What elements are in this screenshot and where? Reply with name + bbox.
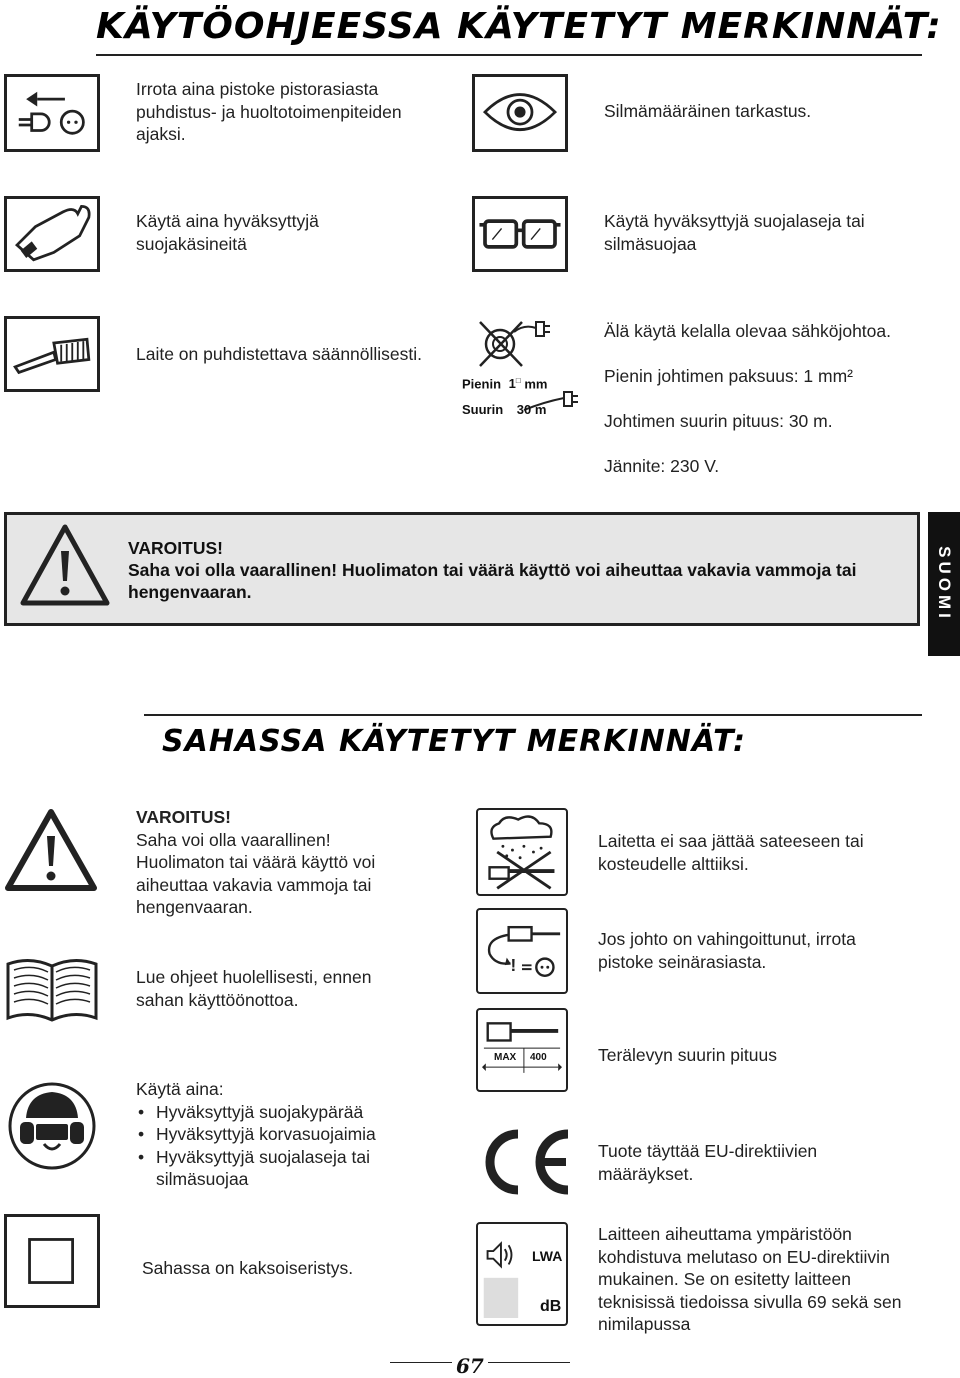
cable-line4: Jännite: 230 V. (604, 456, 720, 476)
cable-reel-icon (460, 318, 580, 422)
unplug-icon (4, 74, 100, 152)
noise-text: Laitteen aiheuttama ympäristöön kohdistuva melutaso on EU-direktiivin mukainen. Se on esitetty laitteen teknisissä tiedoissa sivulla 69 sekä sen nimilapussa (598, 1224, 902, 1334)
cable-max-label: Suurin (462, 402, 504, 417)
double-insulation-icon (4, 1214, 100, 1308)
svg-text:!: ! (510, 955, 517, 976)
glasses-icon (472, 196, 568, 272)
noise-db: dB (540, 1298, 562, 1315)
divider (96, 54, 922, 56)
clean-text: Laite on puhdistettava säännöllisesti. (136, 344, 423, 364)
ce-text: Tuote täyttää EU-direktiivien määräykset. (598, 1141, 818, 1184)
cable-line2: Pienin johtimen paksuus: 1 mm² (604, 366, 853, 386)
eye-icon (472, 74, 568, 152)
brush-icon (4, 316, 100, 392)
language-tab-label: SUOMI (935, 546, 954, 622)
bar-length-icon (476, 1008, 568, 1092)
warn2-line2: Huolimaton tai väärä käyttö voi aiheuttaa vakavia vammoja tai hengenvaaran. (136, 852, 376, 917)
warning-triangle-icon (4, 808, 98, 892)
list-item: • Hyväksyttyjä korvasuojaimia (136, 1123, 426, 1146)
section1-title: KÄYTÖOHJEESSA KÄYTETYT MERKINNÄT: (96, 6, 942, 47)
cable-max-value: 30 m (516, 402, 547, 417)
language-tab (928, 512, 960, 656)
double-text: Sahassa on kaksoiseristys. (142, 1258, 354, 1278)
warning-title: VAROITUS! (128, 538, 223, 558)
gloves-icon (4, 196, 100, 272)
noise-lwa: LWA (532, 1248, 563, 1264)
page-number: 67 (452, 1354, 488, 1378)
ppe-list (136, 1101, 426, 1191)
list-item: • Hyväksyttyjä suojakypärää (136, 1101, 426, 1124)
warn2-title: VAROITUS! (136, 807, 231, 827)
bar-max-value: 400 (530, 1052, 547, 1063)
cable-line1: Älä käytä kelalla olevaa sähköjohtoa. (604, 321, 891, 341)
cable-min-unit: mm (524, 376, 548, 392)
rain-text: Laitetta ei saa jättää sateeseen tai kosteudelle alttiiksi. (598, 831, 864, 874)
damaged-cord-icon (476, 908, 568, 994)
glasses-text: Käytä hyväksyttyjä suojalaseja tai silmäsuojaa (604, 211, 865, 254)
warn2-line1: Saha voi olla vaarallinen! (136, 829, 331, 850)
warning-text: Saha voi olla vaarallinen! Huolimaton tai väärä käyttö voi aiheuttaa vakavia vammoja tai hengenvaaran. (128, 560, 857, 602)
helmet-icon (4, 1080, 100, 1172)
section2-title: SAHASSA KÄYTETYT MERKINNÄT: (162, 724, 746, 759)
ce-mark-icon (476, 1124, 572, 1200)
list-item: • Hyväksyttyjä suojalaseja tai silmäsuojaa (136, 1146, 426, 1191)
eye-text: Silmämääräinen tarkastus. (604, 101, 812, 121)
cable-min-label: Pienin (462, 376, 502, 392)
warning-triangle-icon (19, 523, 111, 607)
helmet-intro: Käytä aina: (136, 1079, 224, 1099)
gloves-text: Käytä aina hyväksyttyjä suojakäsineitä (136, 211, 319, 254)
cable-line3: Johtimen suurin pituus: 30 m. (604, 411, 833, 431)
warning-box (4, 512, 920, 626)
rain-icon (476, 808, 568, 896)
book-text: Lue ohjeet huolellisesti, ennen sahan käyttöönottoa. (136, 967, 372, 1010)
cable-min-sup: □ (515, 376, 521, 385)
cord-text: Jos johto on vahingoittunut, irrota pistoke seinärasiasta. (598, 929, 856, 972)
bar-max-label: MAX (494, 1052, 517, 1063)
bar-text: Terälevyn suurin pituus (598, 1045, 777, 1065)
unplug-text: Irrota aina pistoke pistorasiasta puhdistus- ja huoltotoimenpiteiden ajaksi. (136, 79, 402, 144)
cable-min-value: 1 (508, 376, 516, 392)
divider (144, 714, 922, 716)
noise-level-icon (476, 1222, 568, 1326)
book-icon (4, 956, 100, 1024)
